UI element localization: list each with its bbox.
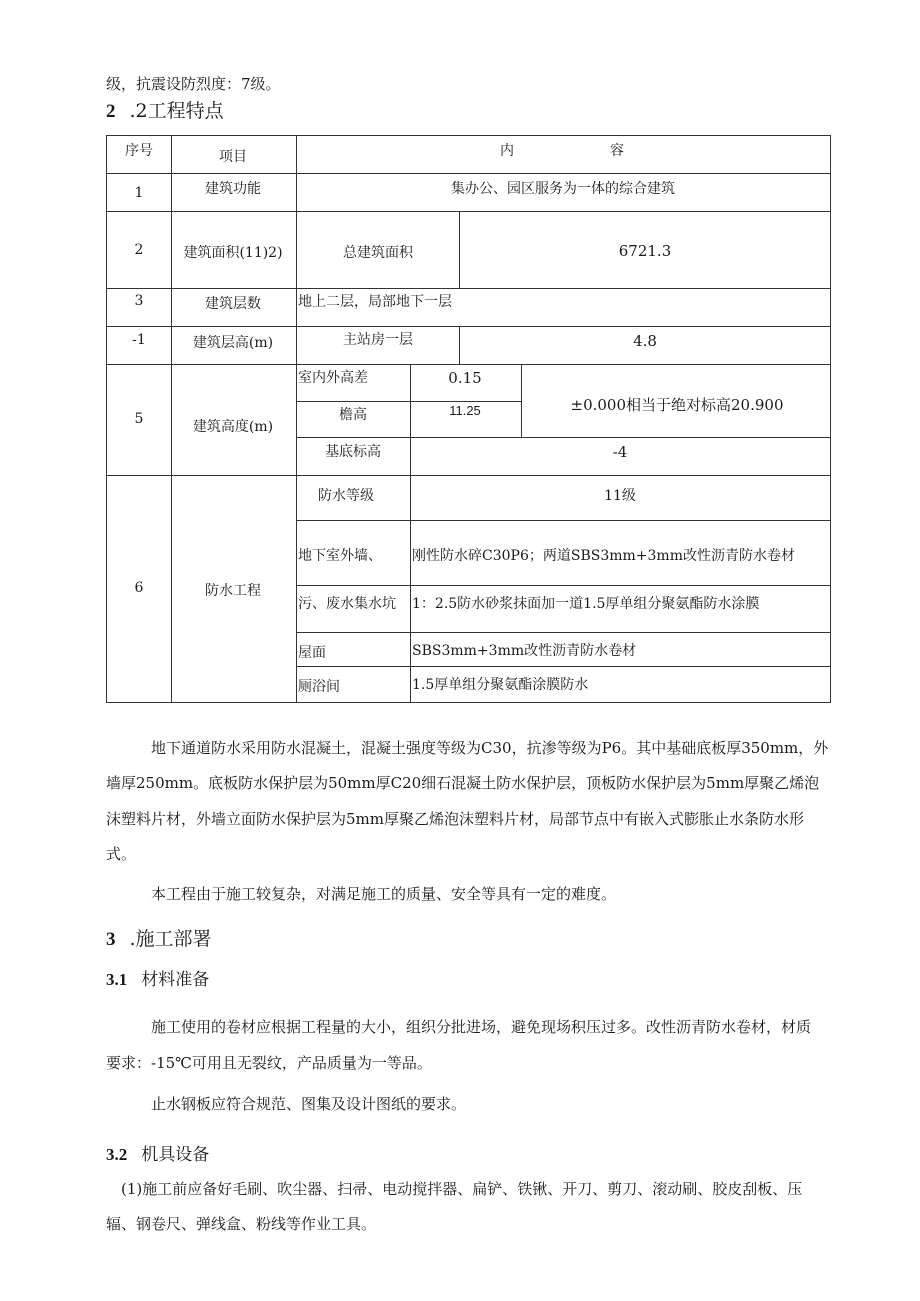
text-line: 式。 (106, 845, 137, 863)
table-rule (106, 326, 831, 327)
row1-content: 集办公、园区服务为一体的综合建筑 (451, 181, 675, 197)
paragraph-difficulty: 本工程由于施工较复杂，对满足施工的质量、安全等具有一定的难度。 (151, 885, 617, 903)
section-title: .2工程特点 (129, 100, 224, 122)
row5-seq: 5 (134, 411, 144, 427)
text-line: 沫塑料片材，外墙立面防水保护层为5mm厚聚乙烯泡沫塑料片材，局部节点中有嵌入式膨胀止水条防水形 (106, 810, 804, 828)
table-border-top (106, 135, 831, 136)
row6-sub2: 地下室外墙、 (298, 548, 382, 564)
row6-val4: SBS3mm+3mm改性沥青防水卷材 (412, 643, 637, 659)
row5-item: 建筑高度(m) (192, 419, 274, 435)
section-heading-3 (106, 924, 212, 951)
table-rule (106, 364, 831, 365)
row6-sub3: 污、废水集水坑 (298, 596, 396, 612)
table-border-bottom (106, 702, 831, 703)
row6-sub4: 屋面 (298, 645, 326, 661)
row3-item: 建筑层数 (205, 296, 261, 312)
table-col-rule (171, 135, 172, 703)
header-content-a: 内 (500, 143, 514, 159)
row4-value: 4.8 (633, 332, 657, 350)
row6-seq: 6 (134, 580, 144, 596)
text-line: 要求：-15℃可用且无裂纹，产品质量为一等品。 (106, 1054, 432, 1072)
row1-item: 建筑功能 (205, 181, 261, 197)
row3-content: 地上二层，局部地下一层 (298, 294, 452, 310)
row4-seq: -1 (132, 332, 146, 348)
section-title: 材料准备 (141, 970, 210, 990)
text-line: 施工使用的卷材应根据工程量的大小，组织分批进场，避免现场积压过多。改性沥青防水卷材，材质 (151, 1018, 812, 1036)
intro-line: 级，抗震设防烈度：7级。 (106, 75, 281, 93)
row6-item: 防水工程 (205, 583, 261, 599)
row6-val3: 1：2.5防水砂浆抹面加一道1.5厚单组分聚氨酯防水涂膜 (412, 596, 760, 612)
row5-val3: -4 (612, 443, 628, 461)
table-rule (106, 475, 831, 476)
row4-sub: 主站房一层 (343, 332, 413, 348)
paragraph-water-stop: 止水钢板应符合规范、图集及设计图纸的要求。 (151, 1095, 467, 1113)
row3-seq: 3 (134, 293, 144, 309)
table-rule (296, 666, 831, 667)
table-rule (296, 520, 831, 521)
row6-sub1: 防水等级 (318, 488, 374, 504)
row5-note: ±0.000相当于绝对标高20.900 (570, 396, 784, 414)
row2-sub: 总建筑面积 (343, 245, 413, 261)
section-title: .施工部署 (129, 928, 212, 950)
table-rule (296, 401, 522, 402)
table-col-rule (459, 326, 460, 365)
section-heading-3-1 (106, 965, 209, 990)
table-rule (296, 632, 831, 633)
table-border-right (830, 135, 831, 703)
row6-val2: 刚性防水碎C30P6；两道SBS3mm+3mm改性沥青防水卷材 (412, 548, 795, 564)
row1-seq: 1 (134, 185, 144, 201)
table-col-rule (521, 364, 522, 438)
row4-item: 建筑层高(m) (192, 335, 274, 351)
text-line: 地下通道防水采用防水混凝土，混凝土强度等级为C30，抗渗等级为P6。其中基础底板厚350mm，外 (151, 739, 829, 757)
table-col-rule (459, 211, 460, 289)
table-rule (106, 173, 831, 174)
table-rule (106, 288, 831, 289)
section-heading-3-2 (106, 1140, 209, 1165)
row5-sub1: 室内外高差 (298, 370, 368, 386)
table-col-rule (410, 364, 411, 703)
section-number: 3.2 (106, 1145, 128, 1164)
row5-sub2: 檐高 (339, 407, 367, 423)
section-number: 3.1 (106, 970, 128, 989)
text-line: (1)施工前应备好毛刷、吹尘器、扫帚、电动搅拌器、扁铲、铁锹、开刀、剪刀、滚动刷、胶皮刮板、压 (121, 1180, 803, 1198)
row5-val2: 11.25 (449, 403, 481, 418)
table-border-left (106, 135, 107, 703)
row6-sub5: 厕浴间 (298, 679, 340, 695)
row2-seq: 2 (134, 242, 144, 258)
table-col-rule (296, 135, 297, 703)
section-number: 2 (106, 101, 116, 122)
row6-val1: 11级 (604, 488, 636, 504)
section-number: 3 (106, 929, 116, 950)
row6-val5: 1.5厚单组分聚氨酯涂膜防水 (412, 677, 589, 693)
row5-sub3: 基底标高 (325, 444, 381, 460)
header-content-b: 容 (610, 143, 624, 159)
row5-val1: 0.15 (448, 369, 482, 387)
row2-item: 建筑面积(11)2) (183, 245, 283, 261)
text-line: 辐、钢卷尺、弹线盒、粉线等作业工具。 (106, 1215, 377, 1233)
header-seq: 序号 (125, 143, 153, 159)
text-line: 墙厚250mm。底板防水保护层为50mm厚C20细石混凝土防水保护层，顶板防水保护层为5mm厚聚乙烯泡 (106, 774, 820, 792)
table-rule (296, 585, 831, 586)
header-item: 项目 (219, 149, 247, 165)
table-rule (296, 437, 831, 438)
row2-value: 6721.3 (618, 242, 672, 260)
section-title: 机具设备 (141, 1145, 210, 1165)
table-rule (106, 211, 831, 212)
section-heading-2-2 (106, 96, 224, 123)
